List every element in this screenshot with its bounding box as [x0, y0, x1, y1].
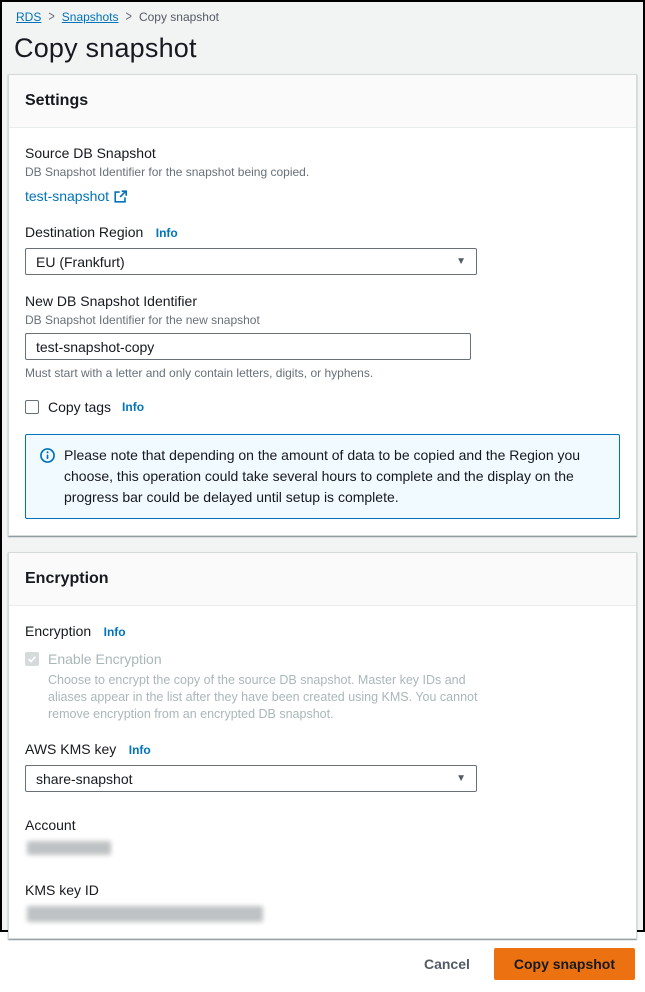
new-identifier-input[interactable]: [25, 333, 471, 360]
destination-region-info-link[interactable]: Info: [155, 226, 178, 240]
encryption-card: [8, 552, 637, 939]
new-identifier-hint: Must start with a letter and only contain letters, digits, or hyphens.: [25, 366, 374, 380]
new-identifier-description: DB Snapshot Identifier for the new snapshot: [25, 313, 260, 327]
kms-key-id-label: KMS key ID: [25, 882, 99, 898]
info-alert-text: Please note that depending on the amount of data to be copied and the Region you choose, this operation could take several hours to complete and the display on the progress bar could be delayed until setup is complete.: [64, 447, 581, 505]
info-circle-icon: [40, 448, 55, 508]
kms-key-id-field: [25, 881, 620, 922]
encryption-card-header: [9, 553, 636, 606]
destination-region-selected-value: EU (Frankfurt): [36, 253, 125, 270]
copy-tags-info-link[interactable]: Info: [122, 400, 145, 414]
chevron-right-icon: >: [48, 9, 55, 25]
account-value-redacted: [27, 841, 111, 855]
source-snapshot-link[interactable]: [25, 188, 127, 204]
settings-card: [8, 74, 637, 536]
kms-key-selected-value: share-snapshot: [36, 770, 133, 787]
destination-region-field: [25, 223, 620, 275]
source-snapshot-description: DB Snapshot Identifier for the snapshot being copied.: [25, 165, 310, 179]
source-snapshot-link-text: test-snapshot: [25, 188, 110, 204]
cancel-button[interactable]: Cancel: [420, 950, 474, 978]
encryption-section-label-row: [25, 622, 620, 641]
kms-key-id-value-redacted: [27, 906, 263, 922]
page-title: Copy snapshot: [14, 33, 197, 63]
encryption-section-label: Encryption: [25, 623, 92, 639]
copy-tags-label: Copy tags: [48, 399, 112, 415]
source-snapshot-field: [25, 144, 620, 206]
encryption-card-body: [9, 606, 636, 938]
enable-encryption-label: Enable Encryption: [48, 651, 162, 667]
caret-down-icon: ▼: [456, 773, 466, 784]
copy-snapshot-button[interactable]: Copy snapshot: [494, 948, 635, 980]
copy-tags-checkbox[interactable]: [25, 400, 39, 414]
source-snapshot-label: Source DB Snapshot: [25, 145, 156, 161]
breadcrumb-current: Copy snapshot: [138, 10, 219, 24]
destination-region-select[interactable]: [25, 248, 477, 275]
new-identifier-field: [25, 292, 620, 380]
kms-key-info-link[interactable]: Info: [128, 743, 151, 757]
new-identifier-label: New DB Snapshot Identifier: [25, 293, 197, 309]
page-header: [2, 2, 643, 64]
kms-key-field: [25, 740, 620, 792]
caret-down-icon: ▼: [456, 256, 466, 267]
encryption-info-link[interactable]: Info: [103, 625, 126, 639]
info-alert: [25, 434, 620, 519]
kms-key-label: AWS KMS key: [25, 741, 117, 757]
breadcrumb-link-rds[interactable]: RDS: [16, 10, 42, 24]
enable-encryption-field: [25, 651, 620, 723]
footer-actions: [2, 939, 643, 992]
account-label: Account: [25, 817, 76, 833]
account-field: [25, 816, 620, 855]
encryption-card-title: Encryption: [25, 570, 109, 587]
enable-encryption-description: Choose to encrypt the copy of the source DB snapshot. Master key IDs and aliases appear in the list after they have been created using KMS. You cannot remove encryption from an encrypted DB snapshot.: [48, 673, 478, 721]
breadcrumb: [16, 10, 629, 24]
copy-tags-field: [25, 399, 620, 415]
kms-key-select[interactable]: [25, 765, 477, 792]
settings-card-header: [9, 75, 636, 128]
settings-card-body: [9, 128, 636, 535]
enable-encryption-checkbox: [25, 652, 39, 666]
breadcrumb-link-snapshots[interactable]: Snapshots: [61, 10, 119, 24]
chevron-right-icon: >: [125, 9, 132, 25]
settings-card-title: Settings: [25, 92, 89, 109]
external-link-icon: [114, 190, 127, 203]
destination-region-label: Destination Region: [25, 224, 144, 240]
